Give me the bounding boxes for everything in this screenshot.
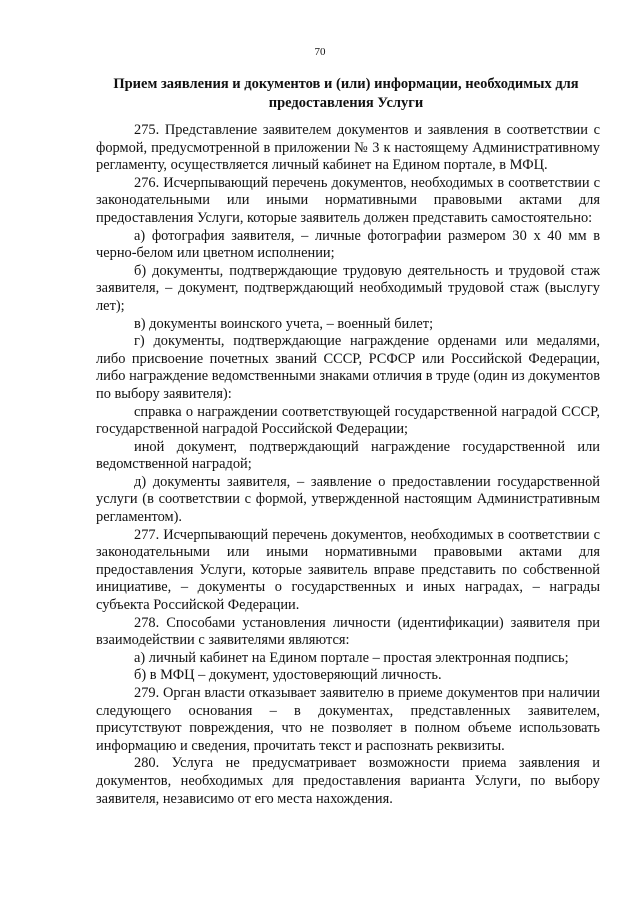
paragraph-276: 276. Исчерпывающий перечень документов, необходимых в соответствии с законодательными или иными нормативными правовыми актами для предоставления Услуги, которые заявитель должен представить самостоятельно: [96,174,600,226]
paragraph-278: 278. Способами установления личности (идентификации) заявителя при взаимодействии с заявителями являются: [96,614,600,649]
page-number: 70 [314,46,326,58]
paragraph-276-b: б) документы, подтверждающие трудовую деятельность и трудовой стаж заявителя, – документ, подтверждающий необходимый трудовой стаж (выслугу лет); [96,262,600,314]
paragraph-276-g-1: справка о награждении соответствующей государственной наградой СССР, государственной наградой Российской Федерации; [96,403,600,438]
paragraph-277: 277. Исчерпывающий перечень документов, необходимых в соответствии с законодательными или иными нормативными правовыми актами для предоставления Услуги, которые заявитель вправе представить по собственной инициативе, – документы о государственных и иных наградах, – награды субъекта Российской Федерации. [96,526,600,614]
paragraph-276-a: а) фотография заявителя, – личные фотографии размером 30 x 40 мм в черно-белом или цветном исполнении; [96,227,600,262]
paragraph-280: 280. Услуга не предусматривает возможности приема заявления и документов, необходимых для предоставления варианта Услуги, по выбору заявителя, независимо от его места нахождения. [96,755,600,807]
paragraph-275: 275. Представление заявителем документов и заявления в соответствии с формой, предусмотренной в приложении № 3 к настоящему Административному регламенту, осуществляется личный кабинет на Едином портале, в МФЦ. [96,122,600,174]
paragraph-276-g: г) документы, подтверждающие награждение орденами или медалями, либо присвоение почетных званий СССР, РСФСР или Российской Федерации, либо награждение ведомственными знаками отличия в труде (один из документов по выбору заявителя): [96,333,600,402]
paragraph-278-b: б) в МФЦ – документ, удостоверяющий личность. [134,667,442,684]
paragraph-276-g-2: иной документ, подтверждающий награждение государственной или ведомственной наградой; [96,438,600,473]
paragraph-276-v: в) документы воинского учета, – военный билет; [134,315,434,332]
document-body [96,122,600,808]
paragraph-276-d: д) документы заявителя, – заявление о предоставлении государственной услуги (в соответствии с формой, утвержденной настоящим Административным регламентом). [96,473,600,526]
paragraph-279: 279. Орган власти отказывает заявителю в приеме документов при наличии следующего основания – в документах, представленных заявителем, присутствуют повреждения, что не позволяет в полном объеме использовать информацию и сведения, прочитать текст и распознать реквизиты. [96,685,600,754]
paragraph-278-a: а) личный кабинет на Едином портале – простая электронная подпись; [134,649,569,666]
section-heading: Прием заявления и документов и (или) информации, необходимых для предоставления Услуги [113,76,579,111]
